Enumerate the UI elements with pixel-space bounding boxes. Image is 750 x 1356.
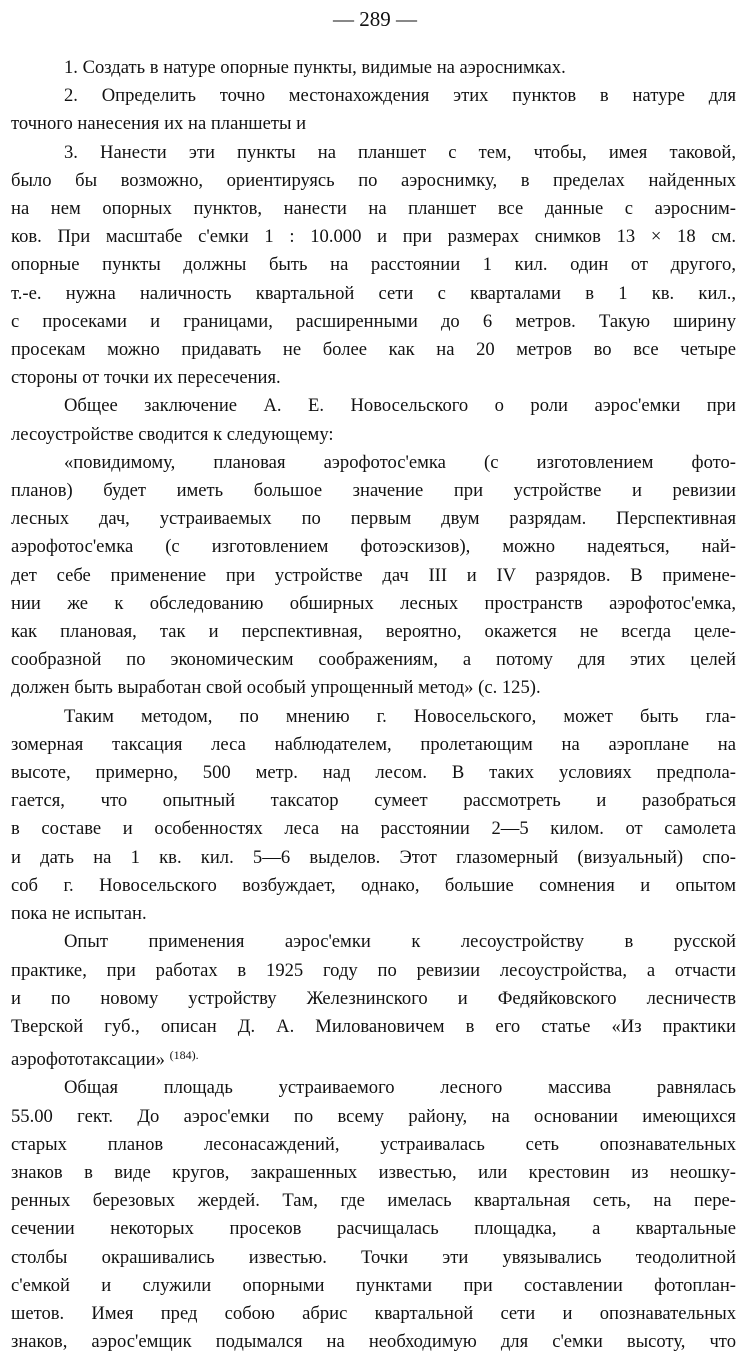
text-line bbox=[11, 223, 736, 251]
text-line-content: «повидимому, плановая аэрофотос'емка (с изготовлением фото- bbox=[64, 451, 736, 473]
text-line bbox=[11, 1328, 736, 1356]
text-line bbox=[11, 54, 736, 82]
text-line bbox=[11, 844, 736, 872]
text-line-content: стороны от точки их пересечения. bbox=[11, 367, 281, 389]
text-line bbox=[11, 421, 736, 449]
text-line bbox=[11, 957, 736, 985]
text-line-content: старых планов лесонасаждений, устраивалась сеть опознавательных bbox=[11, 1133, 736, 1155]
text-line-content: на нем опорных пунктов, нанести на планшет все данные с аэросним- bbox=[11, 198, 736, 220]
text-line bbox=[11, 392, 736, 420]
text-line-content: нии же к обследованию обширных лесных пространств аэрофотос'емка, bbox=[11, 592, 736, 614]
text-line-content: Тверской губ., описан Д. А. Миловановичем в его статье «Из практики bbox=[11, 1015, 736, 1037]
text-line-content: 1. Создать в натуре опорные пункты, видимые на аэроснимках. bbox=[64, 57, 566, 78]
text-line-content: 55.00 гект. До аэрос'емки по всему району, на основании имеющихся bbox=[11, 1105, 736, 1127]
text-line bbox=[11, 449, 736, 477]
text-line bbox=[11, 308, 736, 336]
text-line bbox=[11, 928, 736, 956]
text-line bbox=[11, 703, 736, 731]
text-line-content: было бы возможно, ориентируясь по аэроснимку, в пределах найденных bbox=[11, 169, 736, 191]
text-line-content: Таким методом, по мнению г. Новосельского, может быть гла- bbox=[64, 705, 736, 727]
text-line bbox=[11, 1159, 736, 1187]
text-line-content: и по новому устройству Железнинского и Федяйковского лесничеств bbox=[11, 987, 736, 1009]
text-line bbox=[11, 1300, 736, 1328]
text-line-content: планов) будет иметь большое значение при устройстве и ревизии bbox=[11, 480, 736, 502]
text-line bbox=[11, 1103, 736, 1131]
text-line-content: в составе и особенностях леса на расстоянии 2—5 килом. от самолета bbox=[11, 818, 736, 840]
text-line bbox=[11, 364, 736, 392]
text-line bbox=[11, 985, 736, 1013]
text-line bbox=[11, 674, 736, 702]
text-line-content: знаков в виде кругов, закрашенных известью, или крестовин из неошку- bbox=[11, 1161, 736, 1183]
text-line bbox=[11, 1187, 736, 1215]
text-line-content: лесных дач, устраиваемых по первым двум разрядам. Перспективная bbox=[11, 508, 736, 530]
text-line bbox=[11, 1272, 736, 1300]
text-line bbox=[11, 139, 736, 167]
text-line-content: ков. При масштабе с'емки 1 : 10.000 и при размерах снимков 13 × 18 см. bbox=[11, 226, 736, 248]
page-number: — 289 — bbox=[333, 7, 417, 31]
text-line-content: и дать на 1 кв. кил. 5—6 выделов. Этот глазомерный (визуальный) спо- bbox=[11, 846, 736, 868]
text-line-content: аэрофототаксации» bbox=[11, 1049, 165, 1071]
text-line bbox=[11, 505, 736, 533]
text-line bbox=[11, 533, 736, 561]
text-line-content: Опыт применения аэрос'емки к лесоустройству в русской bbox=[64, 931, 736, 953]
text-line-content: зомерная таксация леса наблюдателем, пролетающим на аэроплане на bbox=[11, 733, 736, 755]
text-line bbox=[11, 195, 736, 223]
text-line-content: ренных березовых жердей. Там, где имелась квартальная сеть, на пере- bbox=[11, 1190, 736, 1212]
text-line-content: как плановая, так и перспективная, вероятно, окажется не всегда целе- bbox=[11, 621, 736, 643]
text-line bbox=[11, 1074, 736, 1102]
text-line-content: практике, при работах в 1925 году по ревизии лесоустройства, а отчасти bbox=[11, 959, 736, 981]
text-line-content: Общее заключение А. Е. Новосельского о роли аэрос'емки при bbox=[64, 395, 736, 417]
text-line-content: соб г. Новосельского возбуждает, однако, большие сомнения и опытом bbox=[11, 874, 736, 896]
text-line bbox=[11, 731, 736, 759]
text-line-content: сечении некоторых просеков расчищалась площадка, а квартальные bbox=[11, 1218, 736, 1240]
text-line-content: должен быть выработан свой особый упрощенный метод» (с. 125). bbox=[11, 677, 541, 699]
text-line-content: лесоустройстве сводится к следующему: bbox=[11, 423, 334, 445]
text-line-content: с просеками и границами, расширенными до 6 метров. Такую ширину bbox=[11, 310, 736, 332]
text-line bbox=[11, 590, 736, 618]
text-line bbox=[11, 872, 736, 900]
text-line-content: сообразной по экономическим соображениям, а потому для этих целей bbox=[11, 649, 736, 671]
text-line bbox=[11, 82, 736, 110]
text-line bbox=[11, 787, 736, 815]
text-line bbox=[11, 167, 736, 195]
text-line-content: аэрофотос'емка (с изготовлением фотоэскизов), можно надеяться, най- bbox=[11, 536, 736, 558]
text-line bbox=[11, 251, 736, 279]
page-body-text bbox=[11, 54, 736, 1356]
text-line-content: пока не испытан. bbox=[11, 903, 147, 925]
text-line bbox=[11, 1013, 736, 1041]
text-line bbox=[11, 646, 736, 674]
text-line bbox=[11, 759, 736, 787]
text-line-content: шетов. Имея пред собою абрис квартальной сети и опознавательных bbox=[11, 1302, 736, 1324]
text-line bbox=[11, 336, 736, 364]
text-line bbox=[11, 477, 736, 505]
text-line-content: опорные пункты должны быть на расстоянии 1 кил. один от другого, bbox=[11, 254, 736, 276]
text-line-content: 2. Определить точно местонахождения этих пунктов в натуре для bbox=[64, 85, 736, 107]
text-line bbox=[11, 110, 736, 138]
footnote-reference: (184). bbox=[169, 1048, 199, 1063]
text-line bbox=[11, 1041, 736, 1074]
text-line-content: с'емкой и служили опорными пунктами при составлении фотоплан- bbox=[11, 1274, 736, 1296]
text-line bbox=[11, 900, 736, 928]
text-line bbox=[11, 280, 736, 308]
text-line-content: высоте, примерно, 500 метр. над лесом. В таких условиях предпола- bbox=[11, 762, 736, 784]
text-line-content: столбы окрашивались известью. Точки эти увязывались теодолитной bbox=[11, 1246, 736, 1268]
text-line-content: просекам можно придавать не более как на 20 метров во все четыре bbox=[11, 339, 736, 361]
text-line bbox=[11, 815, 736, 843]
text-line-content: 3. Нанести эти пункты на планшет с тем, чтобы, имея таковой, bbox=[64, 141, 736, 163]
text-line-content: Общая площадь устраиваемого лесного массива равнялась bbox=[64, 1077, 736, 1099]
text-line-content: гается, что опытный таксатор сумеет рассмотреть и разобраться bbox=[11, 790, 736, 812]
text-line bbox=[11, 1131, 736, 1159]
text-line-content: точного нанесения их на планшеты и bbox=[11, 113, 307, 135]
text-line-content: знаков, аэрос'емщик подымался на необходимую для с'емки высоту, что bbox=[11, 1331, 736, 1353]
text-line bbox=[11, 562, 736, 590]
text-line bbox=[11, 618, 736, 646]
text-line bbox=[11, 1215, 736, 1243]
text-line-content: дет себе применение при устройстве дач III и IV разрядов. В примене- bbox=[11, 564, 736, 586]
text-line-content: т.-е. нужна наличность квартальной сети с кварталами в 1 кв. кил., bbox=[11, 282, 736, 304]
